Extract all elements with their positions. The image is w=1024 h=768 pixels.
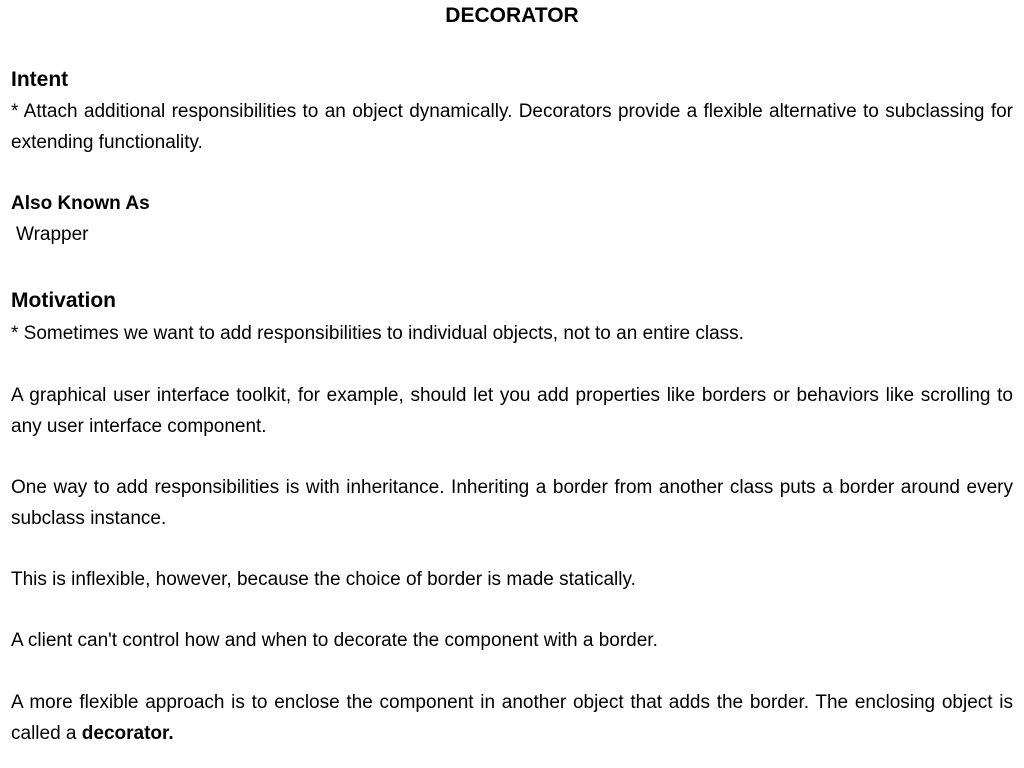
- motivation-p3: One way to add responsibilities is with inheritance. Inheriting a border from another class puts a border around every subclass instance.: [11, 477, 1013, 529]
- slide: [11, 0, 1013, 768]
- motivation-p6: [11, 687, 1013, 749]
- slide-title: DECORATOR: [445, 4, 579, 27]
- motivation-p1: * Sometimes we want to add responsibilities to individual objects, not to an entire class.: [11, 323, 744, 344]
- motivation-p4: This is inflexible, however, because the choice of border is made statically.: [11, 569, 636, 590]
- motivation-p2: A graphical user interface toolkit, for example, should let you add properties like borders or behaviors like scrolling to any user interface component.: [11, 385, 1013, 437]
- motivation-p5: A client can't control how and when to decorate the component with a border.: [11, 630, 658, 651]
- intent-text: * Attach additional responsibilities to an object dynamically. Decorators provide a flexible alternative to subclassing for extending functionality.: [11, 101, 1013, 153]
- motivation-p6-text: A more flexible approach is to enclose the component in another object that adds the border. The enclosing object is called a: [11, 692, 1013, 744]
- decorator-term: decorator.: [81, 723, 174, 744]
- intent-heading: Intent: [11, 68, 69, 91]
- motivation-heading: Motivation: [11, 289, 116, 312]
- aka-value: Wrapper: [16, 224, 89, 245]
- aka-heading: Also Known As: [11, 193, 150, 214]
